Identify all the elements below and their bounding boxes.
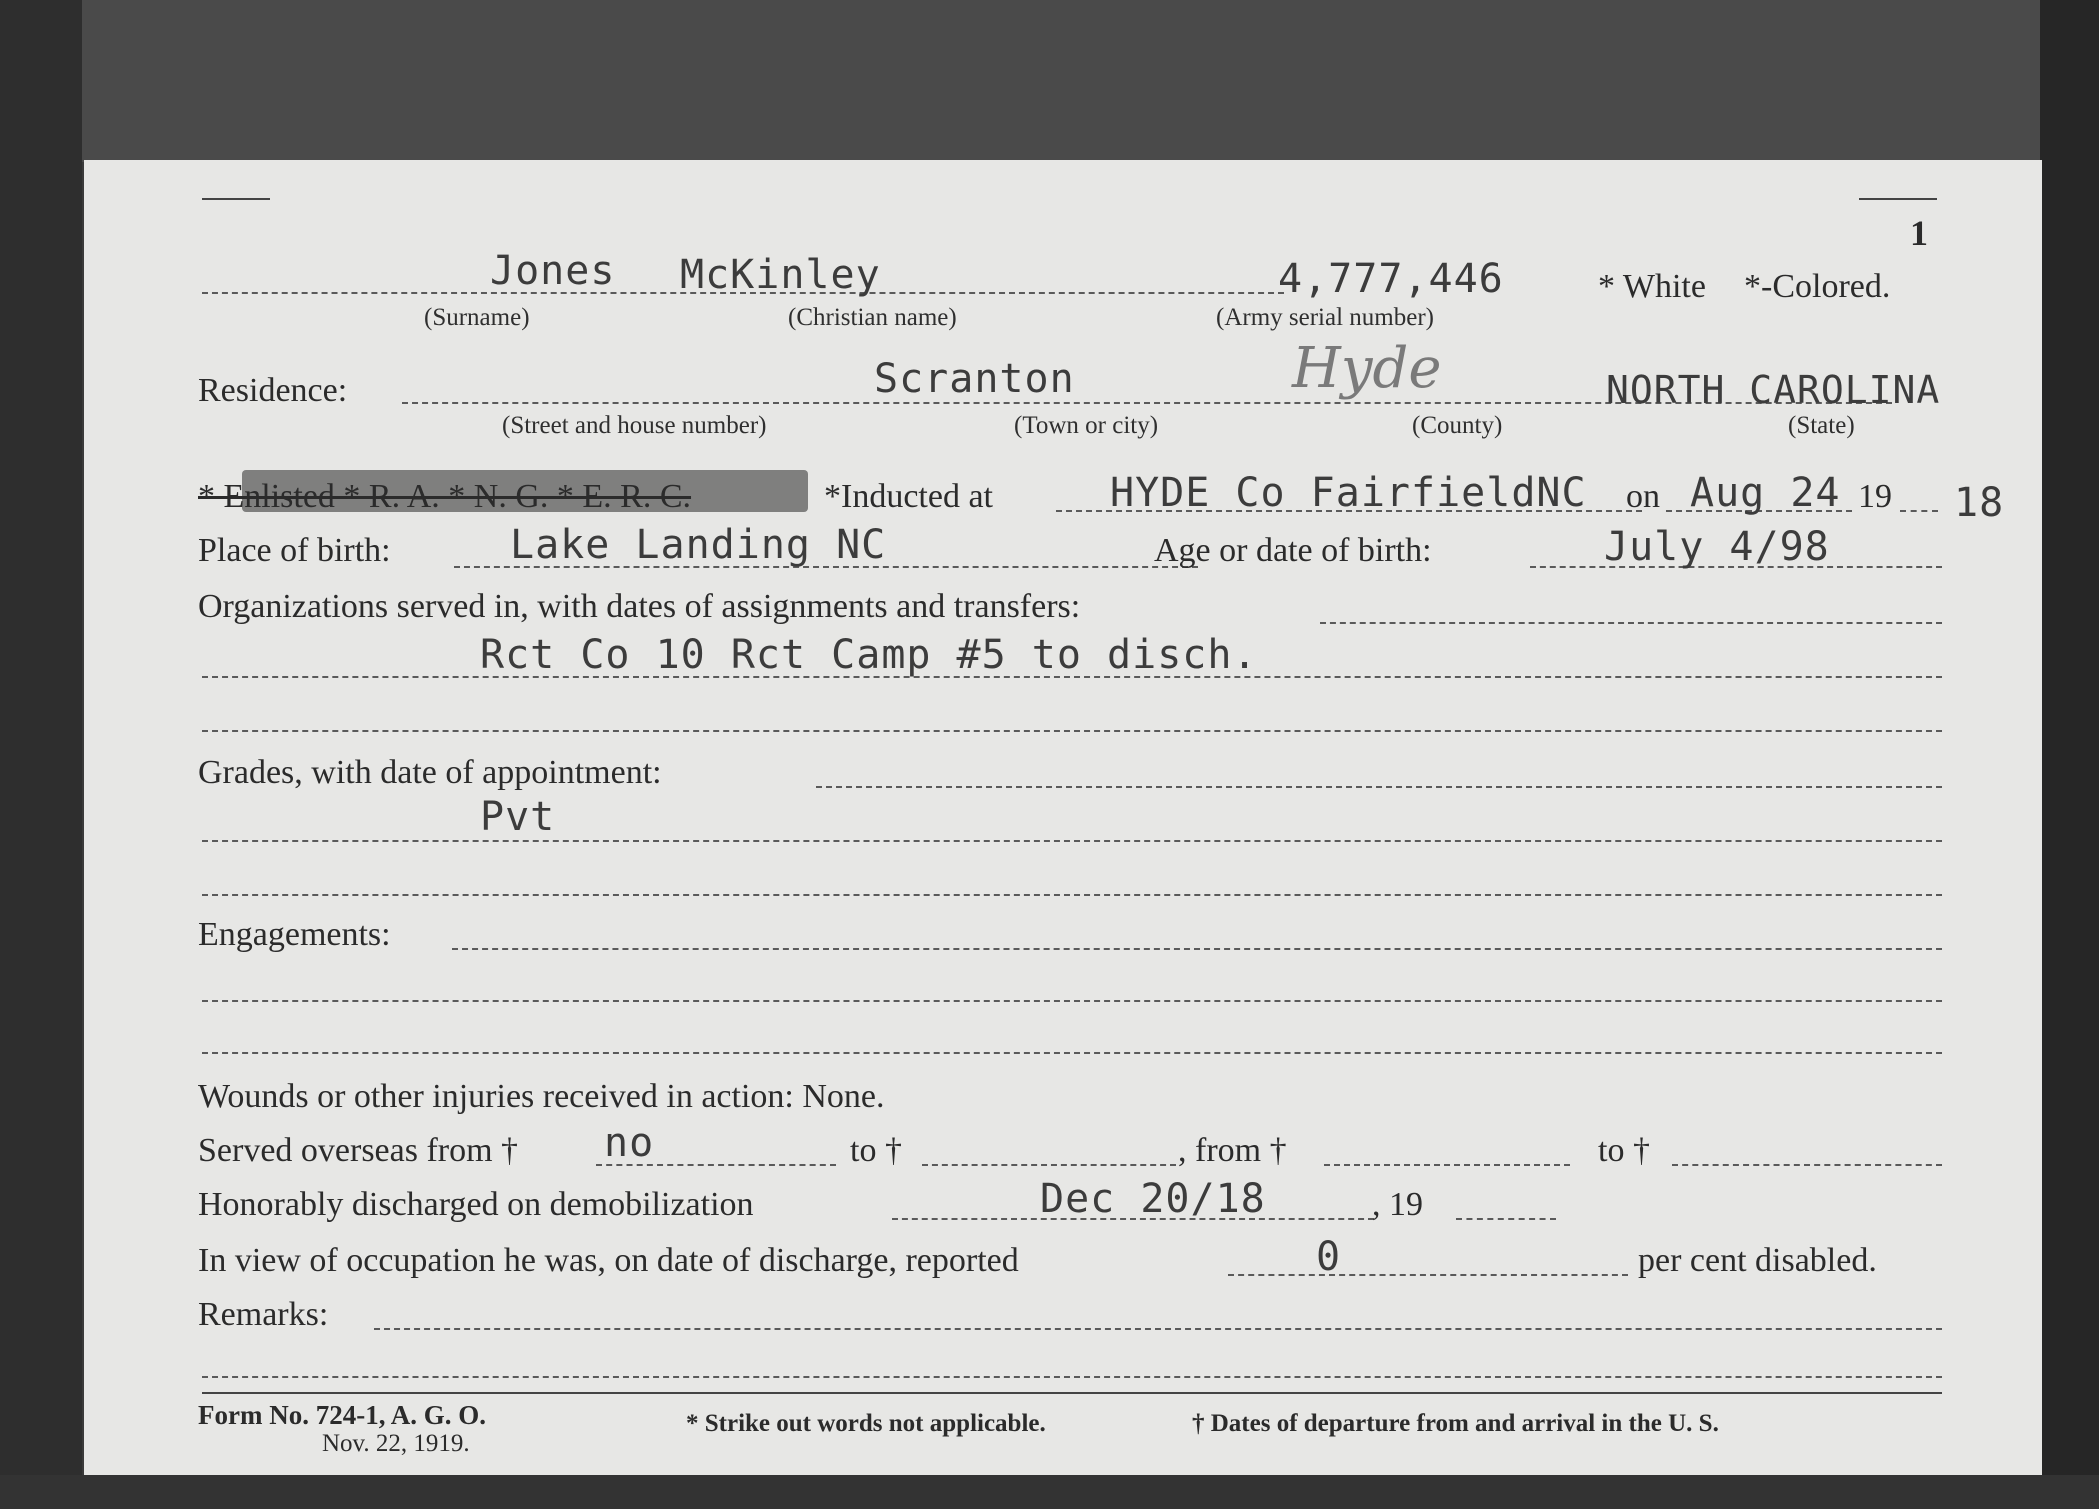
caption-town: (Town or city) — [1014, 412, 1159, 439]
caption-christian-name: (Christian name) — [788, 304, 957, 331]
grade-value: Pvt — [480, 794, 556, 840]
wounds-label: Wounds or other injuries received in action: None. — [198, 1078, 885, 1115]
discharge-date-value: Dec 20/18 — [1040, 1176, 1266, 1222]
grades-line-2 — [202, 840, 1942, 842]
grades-line-3 — [202, 894, 1942, 896]
christian-name-value: McKinley — [680, 252, 881, 298]
year-line — [1900, 510, 1938, 512]
residence-label: Residence: — [198, 372, 348, 409]
overseas-label: Served overseas from † — [198, 1132, 519, 1169]
occupation-label: In view of occupation he was, on date of discharge, reported — [198, 1242, 1019, 1279]
inducted-year-value: 18 — [1954, 480, 2005, 526]
footnote-dates: † Dates of departure from and arrival in the U. S. — [1192, 1410, 1719, 1437]
race-colored-label: *-Colored. — [1744, 268, 1891, 305]
footnote-strike: * Strike out words not applicable. — [686, 1410, 1046, 1437]
on-label: on — [1626, 478, 1660, 515]
discharge-year-label: , 19 — [1372, 1186, 1423, 1223]
inducted-place-value: HYDE Co FairfieldNC — [1110, 470, 1587, 516]
form-date: Nov. 22, 1919. — [322, 1430, 470, 1457]
overseas-to-label-1: to † — [850, 1132, 902, 1169]
scanner-background-right — [2040, 0, 2099, 1509]
percent-label: per cent disabled. — [1638, 1242, 1877, 1279]
caption-county: (County) — [1412, 412, 1503, 439]
birthplace-value: Lake Landing NC — [510, 522, 887, 568]
caption-state: (State) — [1788, 412, 1855, 439]
discharge-year-line — [1456, 1218, 1556, 1220]
percent-disabled-value: 0 — [1316, 1234, 1342, 1280]
inducted-label: *Inducted at — [824, 478, 993, 515]
organizations-label: Organizations served in, with dates of assignments and transfers: — [198, 588, 1081, 625]
inducted-date-value: Aug 24 — [1690, 470, 1841, 516]
enlisted-options: * Enlisted * R. A. * N. G. * E. R. C. — [198, 478, 692, 515]
engagements-label: Engagements: — [198, 916, 391, 953]
scanner-background-top — [0, 0, 2099, 162]
organizations-line-1 — [1320, 622, 1942, 624]
engagements-line-2 — [202, 1000, 1942, 1002]
caption-surname: (Surname) — [424, 304, 530, 331]
birthdate-label: Age or date of birth: — [1154, 532, 1432, 569]
scanner-background-left — [0, 0, 82, 1509]
overseas-to-label-2: to † — [1598, 1132, 1650, 1169]
state-value: NORTH CAROLINA — [1606, 368, 1941, 412]
year-prefix-label: 19 — [1858, 478, 1892, 515]
overseas-line-4 — [1672, 1164, 1942, 1166]
form-number: Form No. 724-1, A. G. O. — [198, 1400, 486, 1430]
page-number: 1 — [1910, 213, 1928, 253]
footer-rule — [202, 1392, 1942, 1394]
grades-line-1 — [816, 786, 1942, 788]
county-value: Hyde — [1292, 336, 1442, 401]
birthdate-value: July 4/98 — [1604, 524, 1830, 570]
remarks-line-1 — [374, 1328, 1942, 1330]
engagements-line-1 — [452, 948, 1942, 950]
top-right-rule — [1859, 198, 1937, 200]
organizations-line-3 — [202, 730, 1942, 732]
town-value: Scranton — [874, 356, 1075, 402]
organizations-value: Rct Co 10 Rct Camp #5 to disch. — [480, 632, 1258, 678]
overseas-from-label: , from † — [1178, 1132, 1287, 1169]
remarks-line-2 — [202, 1376, 1942, 1378]
remarks-label: Remarks: — [198, 1296, 329, 1333]
surname-value: Jones — [490, 248, 616, 294]
top-left-rule — [202, 198, 270, 200]
serial-number-value: 4,777,446 — [1278, 256, 1504, 302]
engagements-line-3 — [202, 1052, 1942, 1054]
overseas-value: no — [604, 1120, 655, 1166]
scanner-background-bottom — [0, 1475, 2099, 1509]
race-white-label: * White — [1598, 268, 1706, 305]
service-record-card — [84, 160, 2042, 1475]
caption-street: (Street and house number) — [502, 412, 767, 439]
overseas-line-3 — [1324, 1164, 1570, 1166]
birthplace-label: Place of birth: — [198, 532, 391, 569]
caption-serial-number: (Army serial number) — [1216, 304, 1434, 331]
discharged-label: Honorably discharged on demobilization — [198, 1186, 754, 1223]
overseas-line-2 — [922, 1164, 1176, 1166]
percent-line — [1228, 1274, 1628, 1276]
grades-label: Grades, with date of appointment: — [198, 754, 662, 791]
